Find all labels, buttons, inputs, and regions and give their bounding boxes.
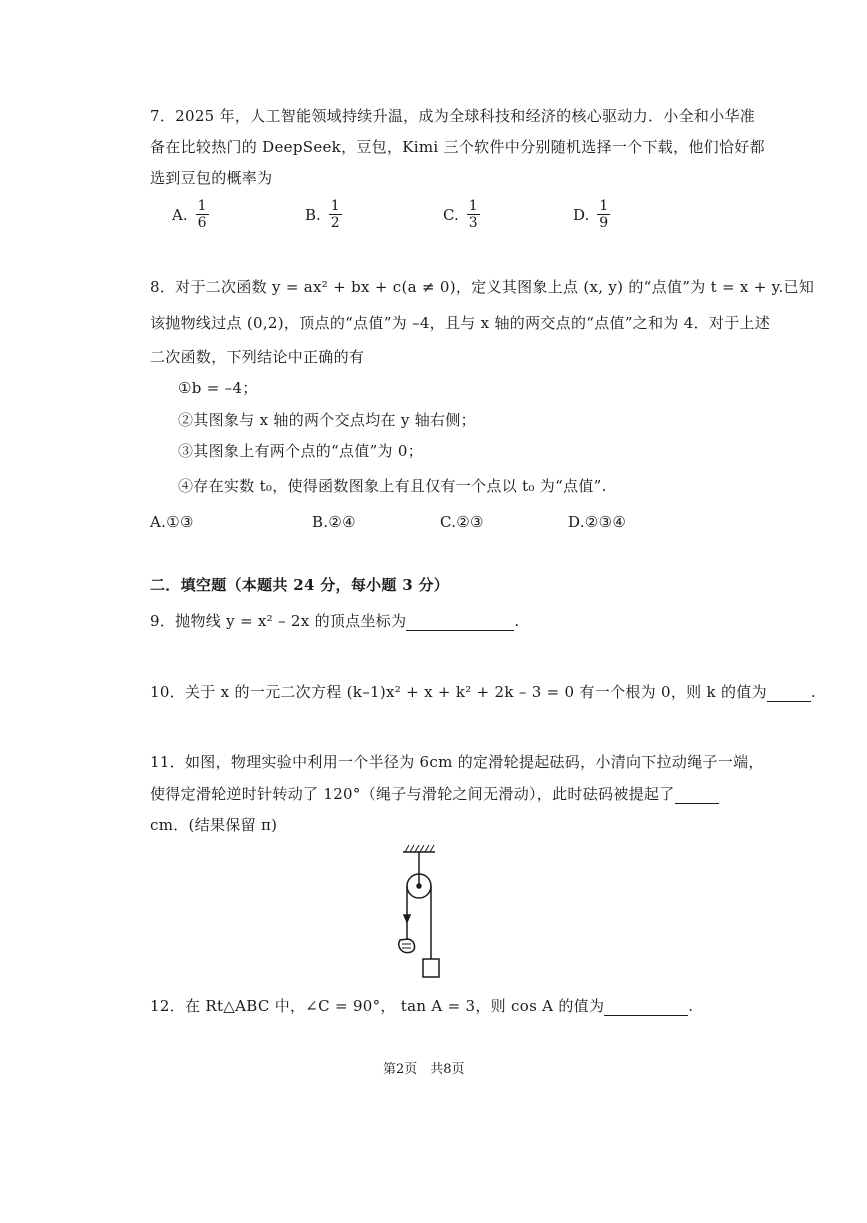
q8-line1: 8．对于二次函数 y = ax² + bx + c(a ≠ 0)，定义其图象上点 (x, y) 的“点值”为 t = x + y.已知 xyxy=(150,278,815,296)
ceiling-hatch xyxy=(405,845,434,852)
q8-option-b[interactable]: B.②④ xyxy=(312,513,356,531)
rope-arrow xyxy=(404,915,410,922)
q9-text xyxy=(150,611,519,631)
q10-prompt: 10．关于 x 的一元二次方程 (k–1)x² + x + k² + 2k – 3 = 0 有一个根为 0，则 k 的值为 xyxy=(150,683,767,701)
q7-line1: 7．2025 年，人工智能领域持续升温，成为全球科技和经济的核心驱动力．小全和小华准 xyxy=(150,107,756,125)
option-label: D. xyxy=(573,205,590,224)
section-title: 二．填空题（本题共 24 分，每小题 3 分） xyxy=(150,576,450,594)
page-footer: 第2页 共8页 xyxy=(383,1062,465,1077)
q10-answer-blank[interactable] xyxy=(767,683,811,702)
pulley-figure xyxy=(385,840,455,985)
q11-line2-text: 使得定滑轮逆时针转动了 120°（绳子与滑轮之间无滑动），此时砝码被提起了 xyxy=(150,785,675,803)
q12-text xyxy=(150,996,693,1016)
q7-option-d[interactable] xyxy=(573,198,610,231)
q7-option-a[interactable] xyxy=(172,198,209,231)
option-label: C. xyxy=(443,205,459,224)
fraction: $\frac{1}{2}$ xyxy=(330,198,340,231)
q8-statement-4: ④存在实数 t₀，使得函数图象上有且仅有一个点以 t₀ 为“点值”. xyxy=(178,477,607,495)
option-label: B. xyxy=(305,205,321,224)
q9-answer-blank[interactable] xyxy=(406,612,514,631)
option-label: A. xyxy=(172,205,188,224)
fraction: $\frac{1}{3}$ xyxy=(468,198,478,231)
pulley-axle xyxy=(417,884,421,888)
q9-prompt: 9．抛物线 y = x² – 2x 的顶点坐标为 xyxy=(150,612,407,630)
q7-option-b[interactable] xyxy=(305,198,342,231)
q8-statement-1: ①b = –4； xyxy=(178,379,258,397)
q8-statement-2: ②其图象与 x 轴的两个交点均在 y 轴右侧； xyxy=(178,411,476,429)
fraction: $\frac{1}{6}$ xyxy=(197,198,207,231)
q8-line3: 二次函数，下列结论中正确的有 xyxy=(150,348,365,366)
q8-line2: 该抛物线过点 (0,2)，顶点的“点值”为 –4，且与 x 轴的两交点的“点值”之和为 4．对于上述 xyxy=(150,314,771,332)
q12-prompt: 12．在 Rt△ABC 中，∠C = 90°， tan A = 3，则 cos A 的值为 xyxy=(150,997,605,1015)
fraction: $\frac{1}{9}$ xyxy=(599,198,609,231)
q11-line3: cm．(结果保留 π) xyxy=(150,816,278,834)
q10-text xyxy=(150,682,816,702)
weight-box xyxy=(423,959,439,977)
q8-option-a[interactable]: A.①③ xyxy=(150,513,194,531)
q9-end: . xyxy=(514,612,520,630)
q11-line1: 11．如图，物理实验中利用一个半径为 6cm 的定滑轮提起砝码，小清向下拉动绳子一端， xyxy=(150,753,764,771)
q7-line3: 选到豆包的概率为 xyxy=(150,169,273,187)
q10-end: . xyxy=(810,683,816,701)
q7-option-c[interactable] xyxy=(443,198,480,231)
q8-option-d[interactable]: D.②③④ xyxy=(568,513,627,531)
q11-line2 xyxy=(150,784,719,804)
q8-statement-3: ③其图象上有两个点的“点值”为 0； xyxy=(178,442,424,460)
q12-end: . xyxy=(688,997,694,1015)
q12-answer-blank[interactable] xyxy=(604,997,688,1016)
q11-answer-blank[interactable] xyxy=(675,785,719,804)
q7-line2: 备在比较热门的 DeepSeek，豆包，Kimi 三个软件中分别随机选择一个下载，他们恰好都 xyxy=(150,138,765,156)
hand-icon xyxy=(399,939,415,953)
q8-option-c[interactable]: C.②③ xyxy=(440,513,484,531)
